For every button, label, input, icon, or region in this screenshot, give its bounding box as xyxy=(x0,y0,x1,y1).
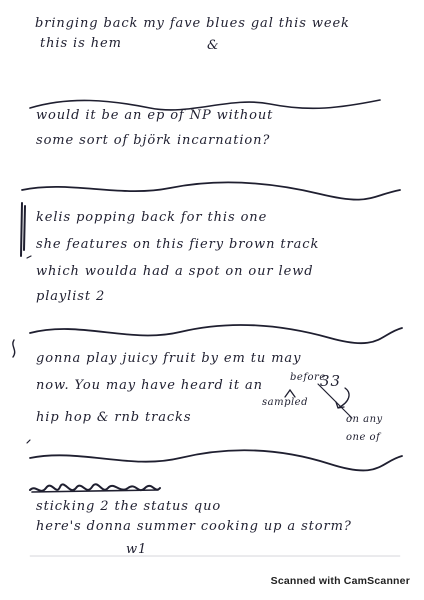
note-line-3: would it be an ep of NP without xyxy=(36,108,274,123)
annotation-arrow xyxy=(336,388,349,408)
wavy-divider-3 xyxy=(30,325,402,343)
note-line-2: this is hem xyxy=(40,36,122,51)
number-33: 33 xyxy=(320,372,341,390)
note-line-9: gonna play juicy fruit by em tu may xyxy=(36,351,302,366)
left-bracket-mark xyxy=(21,203,25,256)
insertion-caret xyxy=(285,390,295,397)
margin-tick-1 xyxy=(27,256,31,258)
note-line-5: kelis popping back for this one xyxy=(36,210,268,225)
note-line-13: here's donna summer cooking up a storm? xyxy=(36,519,352,534)
side-note-1: on any xyxy=(346,414,383,425)
note-line-12: sticking 2 the status quo xyxy=(36,499,222,514)
margin-tick-2 xyxy=(27,440,30,443)
scanner-watermark: Scanned with CamScanner xyxy=(270,575,410,587)
note-line-7: which woulda had a spot on our lewd xyxy=(36,264,314,279)
margin-hook-mark xyxy=(13,340,15,357)
sign-off: w1 xyxy=(126,542,148,557)
side-note-2: one of xyxy=(346,432,381,443)
insert-word-before: before xyxy=(290,372,326,383)
note-line-6: she features on this fiery brown track xyxy=(36,237,320,252)
note-line-1: bringing back my fave blues gal this week xyxy=(35,16,350,31)
note-line-11: hip hop & rnb tracks xyxy=(36,410,192,425)
note-line-4: some sort of björk incarnation? xyxy=(36,133,271,148)
wavy-divider-2 xyxy=(22,182,400,199)
note-line-10: now. You may have heard it an xyxy=(36,378,263,393)
note-mark: & xyxy=(207,38,220,53)
insert-word-sampled: sampled xyxy=(262,397,308,408)
note-line-8: playlist 2 xyxy=(36,289,106,304)
scribble-overstrike xyxy=(32,490,158,492)
wavy-divider-4 xyxy=(30,450,402,470)
